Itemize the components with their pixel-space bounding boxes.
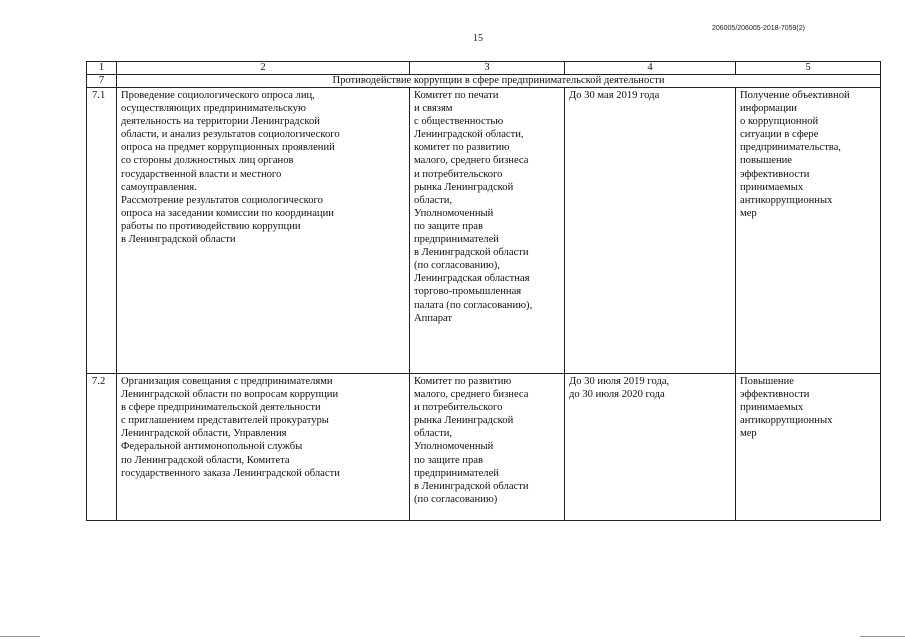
deadline-cell: До 30 июля 2019 года, до 30 июля 2020 года (565, 374, 736, 521)
row-number: 7.2 (87, 374, 117, 521)
result-cell: Получение объективной информации о коррупционной ситуации в сфере предпринимательства, повышение эффективности принимаемых антикоррупционных мер (736, 88, 881, 374)
responsible-cell: Комитет по печати и связям с общественностью Ленинградской области, комитет по развитию малого, среднего бизнеса и потребительского рынка Ленинградской области, Уполномоченный по защите прав предпринимателей в Ленинградской области (по согласованию), Ленинградская областная торгово-промышленная палата (по согласованию), Аппарат (410, 88, 565, 374)
column-header-3: 3 (410, 62, 565, 75)
section-row (87, 75, 881, 88)
responsible-cell: Комитет по развитию малого, среднего бизнеса и потребительского рынка Ленинградской области, Уполномоченный по защите прав предпринимателей в Ленинградской области (по согласованию) (410, 374, 565, 521)
column-header-5: 5 (736, 62, 881, 75)
activity-cell: Проведение социологического опроса лиц, осуществляющих предпринимательскую деятельность на территории Ленинградской области, и анализ результатов социологического опроса на предмет коррупционных проявлений со стороны должностных лиц органов государственной власти и местного самоуправления. Рассмотрение результатов социологического опроса на заседании комиссии по координации работы по противодействию коррупции в Ленинградской области (117, 88, 410, 374)
section-number: 7 (87, 75, 117, 88)
scan-edge-mark-left (0, 636, 40, 637)
activity-cell: Организация совещания с предпринимателями Ленинградской области по вопросам коррупции в сфере предпринимательской деятельности с приглашением представителей прокуратуры Ленинградской области, Управления Федеральной антимонопольной службы по Ленинградской области, Комитета государственного заказа Ленинградской области (117, 374, 410, 521)
section-title: Противодействие коррупции в сфере предпринимательской деятельности (117, 75, 881, 88)
scan-edge-mark-right (860, 636, 905, 637)
column-header-1: 1 (87, 62, 117, 75)
result-cell: Повышение эффективности принимаемых антикоррупционных мер (736, 374, 881, 521)
measures-table (86, 61, 881, 521)
table-row (87, 374, 881, 521)
column-number-row (87, 62, 881, 75)
document-id: 206005/206005-2018-7059(2) (711, 25, 805, 32)
table-row (87, 88, 881, 374)
column-header-2: 2 (117, 62, 410, 75)
row-number: 7.1 (87, 88, 117, 374)
page-number: 15 (473, 33, 483, 44)
column-header-4: 4 (565, 62, 736, 75)
deadline-cell: До 30 мая 2019 года (565, 88, 736, 374)
